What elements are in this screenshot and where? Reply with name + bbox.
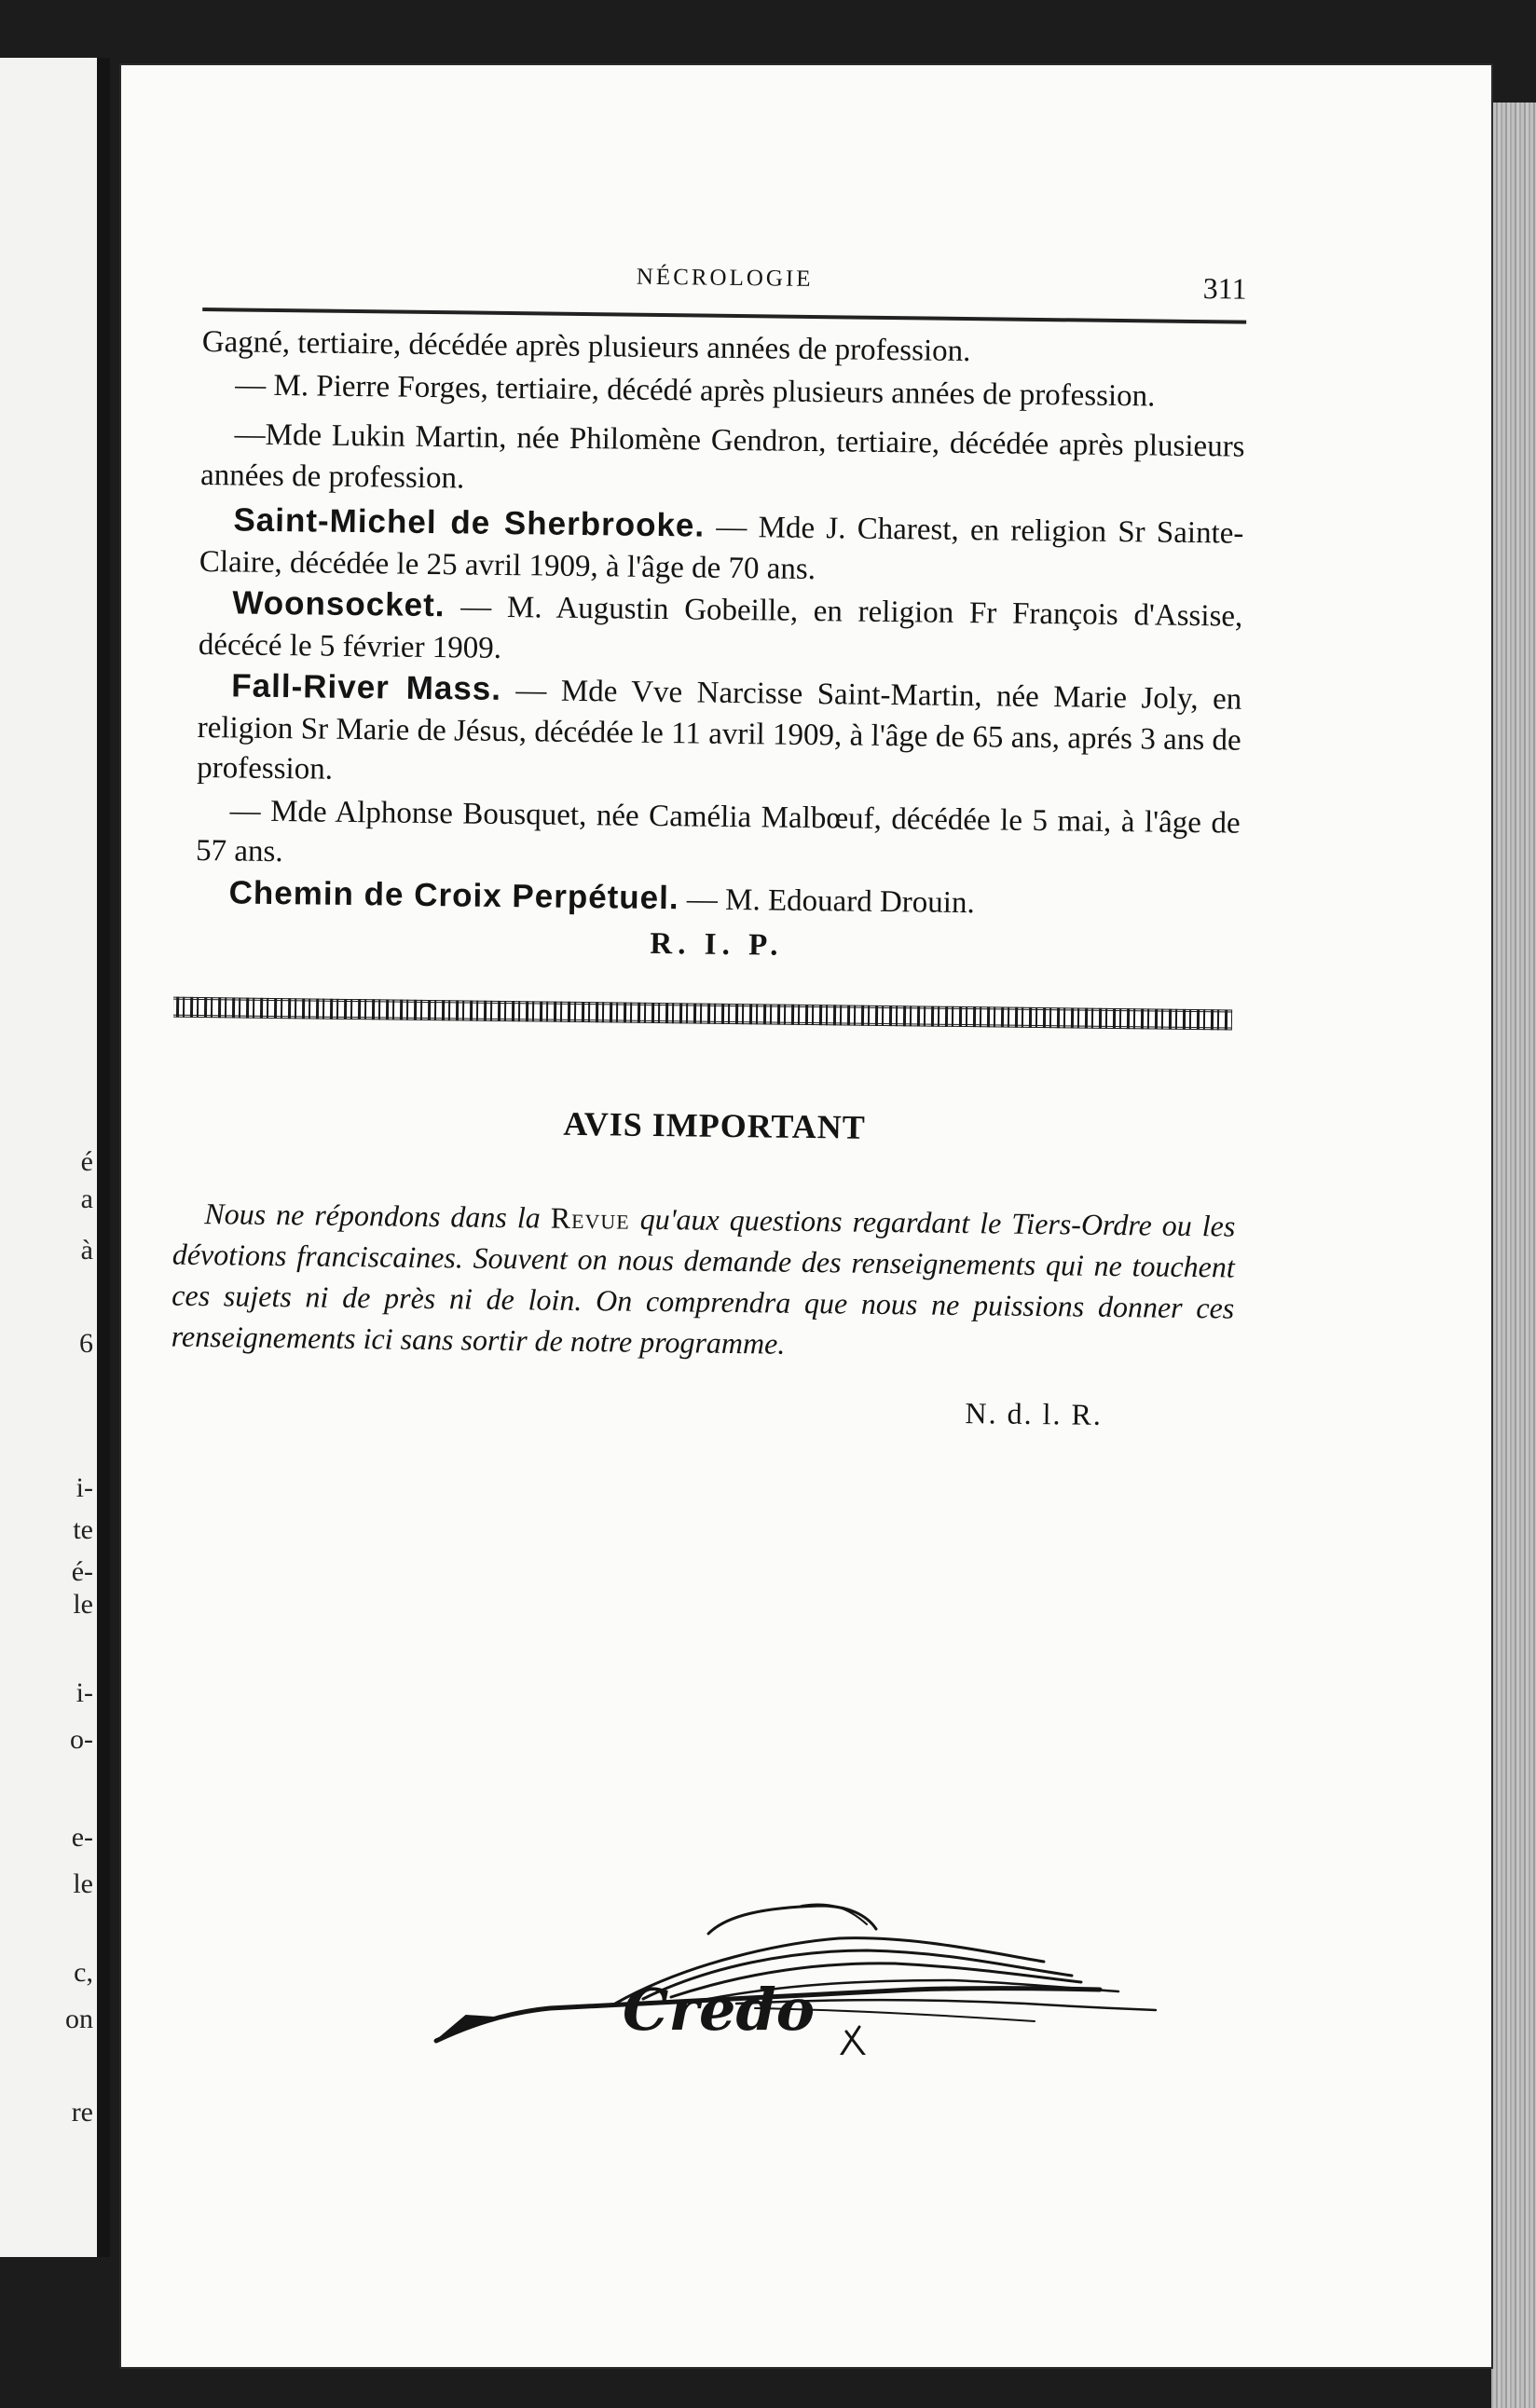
book-page: [121, 65, 1491, 2367]
notice-signature: N. d. l. R.: [965, 1396, 1104, 1431]
ornamental-divider: [173, 997, 1232, 1031]
running-header: [202, 252, 1247, 324]
entry-place: Chemin de Croix Perpétuel.: [228, 873, 679, 916]
entry-place: Fall-River Mass.: [231, 667, 502, 707]
entry-text: — Mde J. Charest, en religion Sr Sainte-Claire, décédée le 25 avril 1909, à l'âge de 70 ans.: [199, 510, 1244, 586]
quill-barb: [708, 1906, 876, 1934]
necrology-list: [195, 321, 1246, 927]
rip-line: R. I. P.: [650, 926, 784, 963]
entry-place: Woonsocket.: [232, 584, 446, 624]
left-page-fragment: o-: [70, 1724, 93, 1755]
entry-text: — Mde Alphonse Bousquet, née Camélia Malbœuf, décédée le 5 mai, à l'âge de 57 ans.: [195, 793, 1241, 869]
credo-quill-vignette: [429, 1850, 1249, 2055]
left-page-fragment: te: [73, 1514, 93, 1545]
notice-title: AVIS IMPORTANT: [563, 1104, 867, 1146]
left-page-fragment: re: [71, 2097, 93, 2128]
quill-barb: [846, 2032, 885, 2055]
page-number: 311: [1202, 271, 1247, 306]
page-content: [171, 252, 1247, 1434]
left-page-fragment: e-: [71, 1822, 93, 1853]
necrology-entry: [196, 788, 1241, 884]
notice-text-start: Nous ne répondons dans la: [204, 1197, 551, 1235]
entry-text: Gagné, tertiaire, décédée après plusieurs années de profession.: [201, 324, 971, 369]
entry-text: — M. Augustin Gobeille, en religion Fr François d'Assise, décécé le 5 février 1909.: [198, 590, 1243, 665]
left-page-fragment: à: [80, 1235, 93, 1266]
left-page-edge: [0, 58, 110, 2257]
notice-text-end: qu'aux questions regardant le Tiers-Ordre ou les dévotions franciscaines. Souvent on nous demande des renseignements qui ne touchent ces sujets ni de près ni de loin. On comprendra que nous ne puissions donner ces renseignements ici sans sortir de notre programme.: [171, 1201, 1236, 1361]
necrology-entry: [200, 413, 1245, 509]
left-page-fragment: on: [65, 2004, 93, 2034]
left-page-fragment: é-: [71, 1556, 93, 1587]
entry-place: Saint-Michel de Sherbrooke.: [233, 501, 706, 544]
necrology-entry: [199, 499, 1244, 595]
credo-word: Credo: [623, 1976, 816, 2044]
notice-revue-word: Revue: [550, 1200, 630, 1236]
entry-text: — Mde Vve Narcisse Saint-Martin, née Marie Joly, en religion Sr Marie de Jésus, décédée le 11 avril 1909, à l'âge de 65 ans, aprés 3 ans de profession.: [197, 673, 1242, 787]
left-page-fragment: le: [73, 1589, 93, 1620]
necrology-entry: [199, 582, 1243, 678]
left-page-fragment: le: [73, 1868, 93, 1899]
right-page-edges: [1491, 103, 1536, 2408]
left-page-fragment: i-: [75, 1677, 93, 1708]
entry-text: — M. Pierre Forges, tertiaire, décédé après plusieurs années de profession.: [235, 367, 1156, 413]
entry-text: —Mde Lukin Martin, née Philomène Gendron, tertiaire, décédée après plusieurs années de profession.: [199, 417, 1245, 495]
left-page-fragment: i-: [75, 1472, 93, 1503]
quill-nib: [436, 2016, 494, 2041]
necrology-entry: [197, 665, 1242, 801]
left-page-fragment: é: [80, 1146, 93, 1177]
left-page-fragment: 6: [79, 1328, 93, 1359]
running-title: NÉCROLOGIE: [636, 264, 814, 292]
notice-text: [171, 1193, 1236, 1370]
left-page-fragment: c,: [74, 1957, 93, 1988]
left-page-fragment: a: [80, 1183, 93, 1214]
entry-text: — M. Edouard Drouin.: [679, 882, 975, 920]
